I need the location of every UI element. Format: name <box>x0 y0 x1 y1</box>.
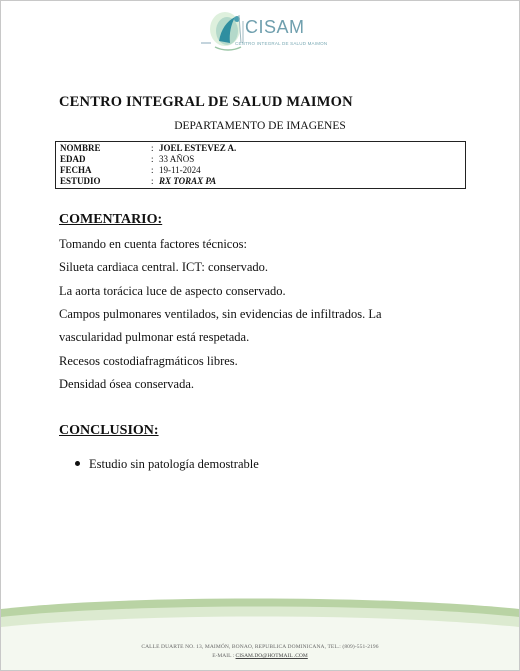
separator: : <box>151 176 154 186</box>
report-title: CENTRO INTEGRAL DE SALUD MAIMON <box>59 94 353 110</box>
department-title <box>1 120 519 132</box>
comentario-line: Silueta cardiaca central. ICT: conservado. <box>59 260 269 274</box>
separator: : <box>151 154 154 164</box>
footer-wave <box>1 597 519 671</box>
fecha-value: 19-11-2024 <box>159 165 201 175</box>
logo-name: CISAM <box>245 17 305 37</box>
cisam-logo <box>197 7 327 59</box>
separator: : <box>151 165 154 175</box>
logo-subtitle: CENTRO INTEGRAL DE SALUD MAIMON <box>235 41 328 46</box>
estudio-value: RX TORAX PA <box>159 176 217 186</box>
footer-email-link[interactable]: CISAM.DO@HOTMAIL .COM <box>235 653 308 659</box>
separator: : <box>151 143 154 153</box>
bullet-icon <box>75 461 80 466</box>
estudio-label: ESTUDIO <box>60 176 101 186</box>
comentario-line: Tomando en cuenta factores técnicos: <box>59 237 247 251</box>
comentario-line: vascularidad pulmonar está respetada. <box>59 330 250 344</box>
edad-label: EDAD <box>60 154 86 164</box>
comentario-line: Recesos costodiafragmáticos libres. <box>59 354 238 368</box>
nombre-value: JOEL ESTEVEZ A. <box>159 143 237 153</box>
patient-info-box <box>55 141 466 189</box>
department-label: DEPARTAMENTO DE IMAGENES <box>174 120 346 132</box>
footer-address: CALLE DUARTE NO. 13, MAIMÓN, BONAO, REPUBLICA DOMINICANA, TEL.: (809)-551-2196 <box>141 644 379 650</box>
nombre-label: NOMBRE <box>60 143 101 153</box>
footer-contact <box>1 653 519 659</box>
footer-email-label: E-MAIL : <box>212 653 235 659</box>
conclusion-item-text: Estudio sin patología demostrable <box>89 457 259 471</box>
edad-value: 33 AÑOS <box>159 154 195 164</box>
comentario-line: Densidad ósea conservada. <box>59 377 195 391</box>
comentario-line: La aorta torácica luce de aspecto conservado. <box>59 284 286 298</box>
conclusion-heading: CONCLUSION: <box>59 423 159 438</box>
comentario-line: Campos pulmonares ventilados, sin evidencias de infiltrados. La <box>59 307 382 321</box>
comentario-heading: COMENTARIO: <box>59 212 163 227</box>
fecha-label: FECHA <box>60 165 92 175</box>
